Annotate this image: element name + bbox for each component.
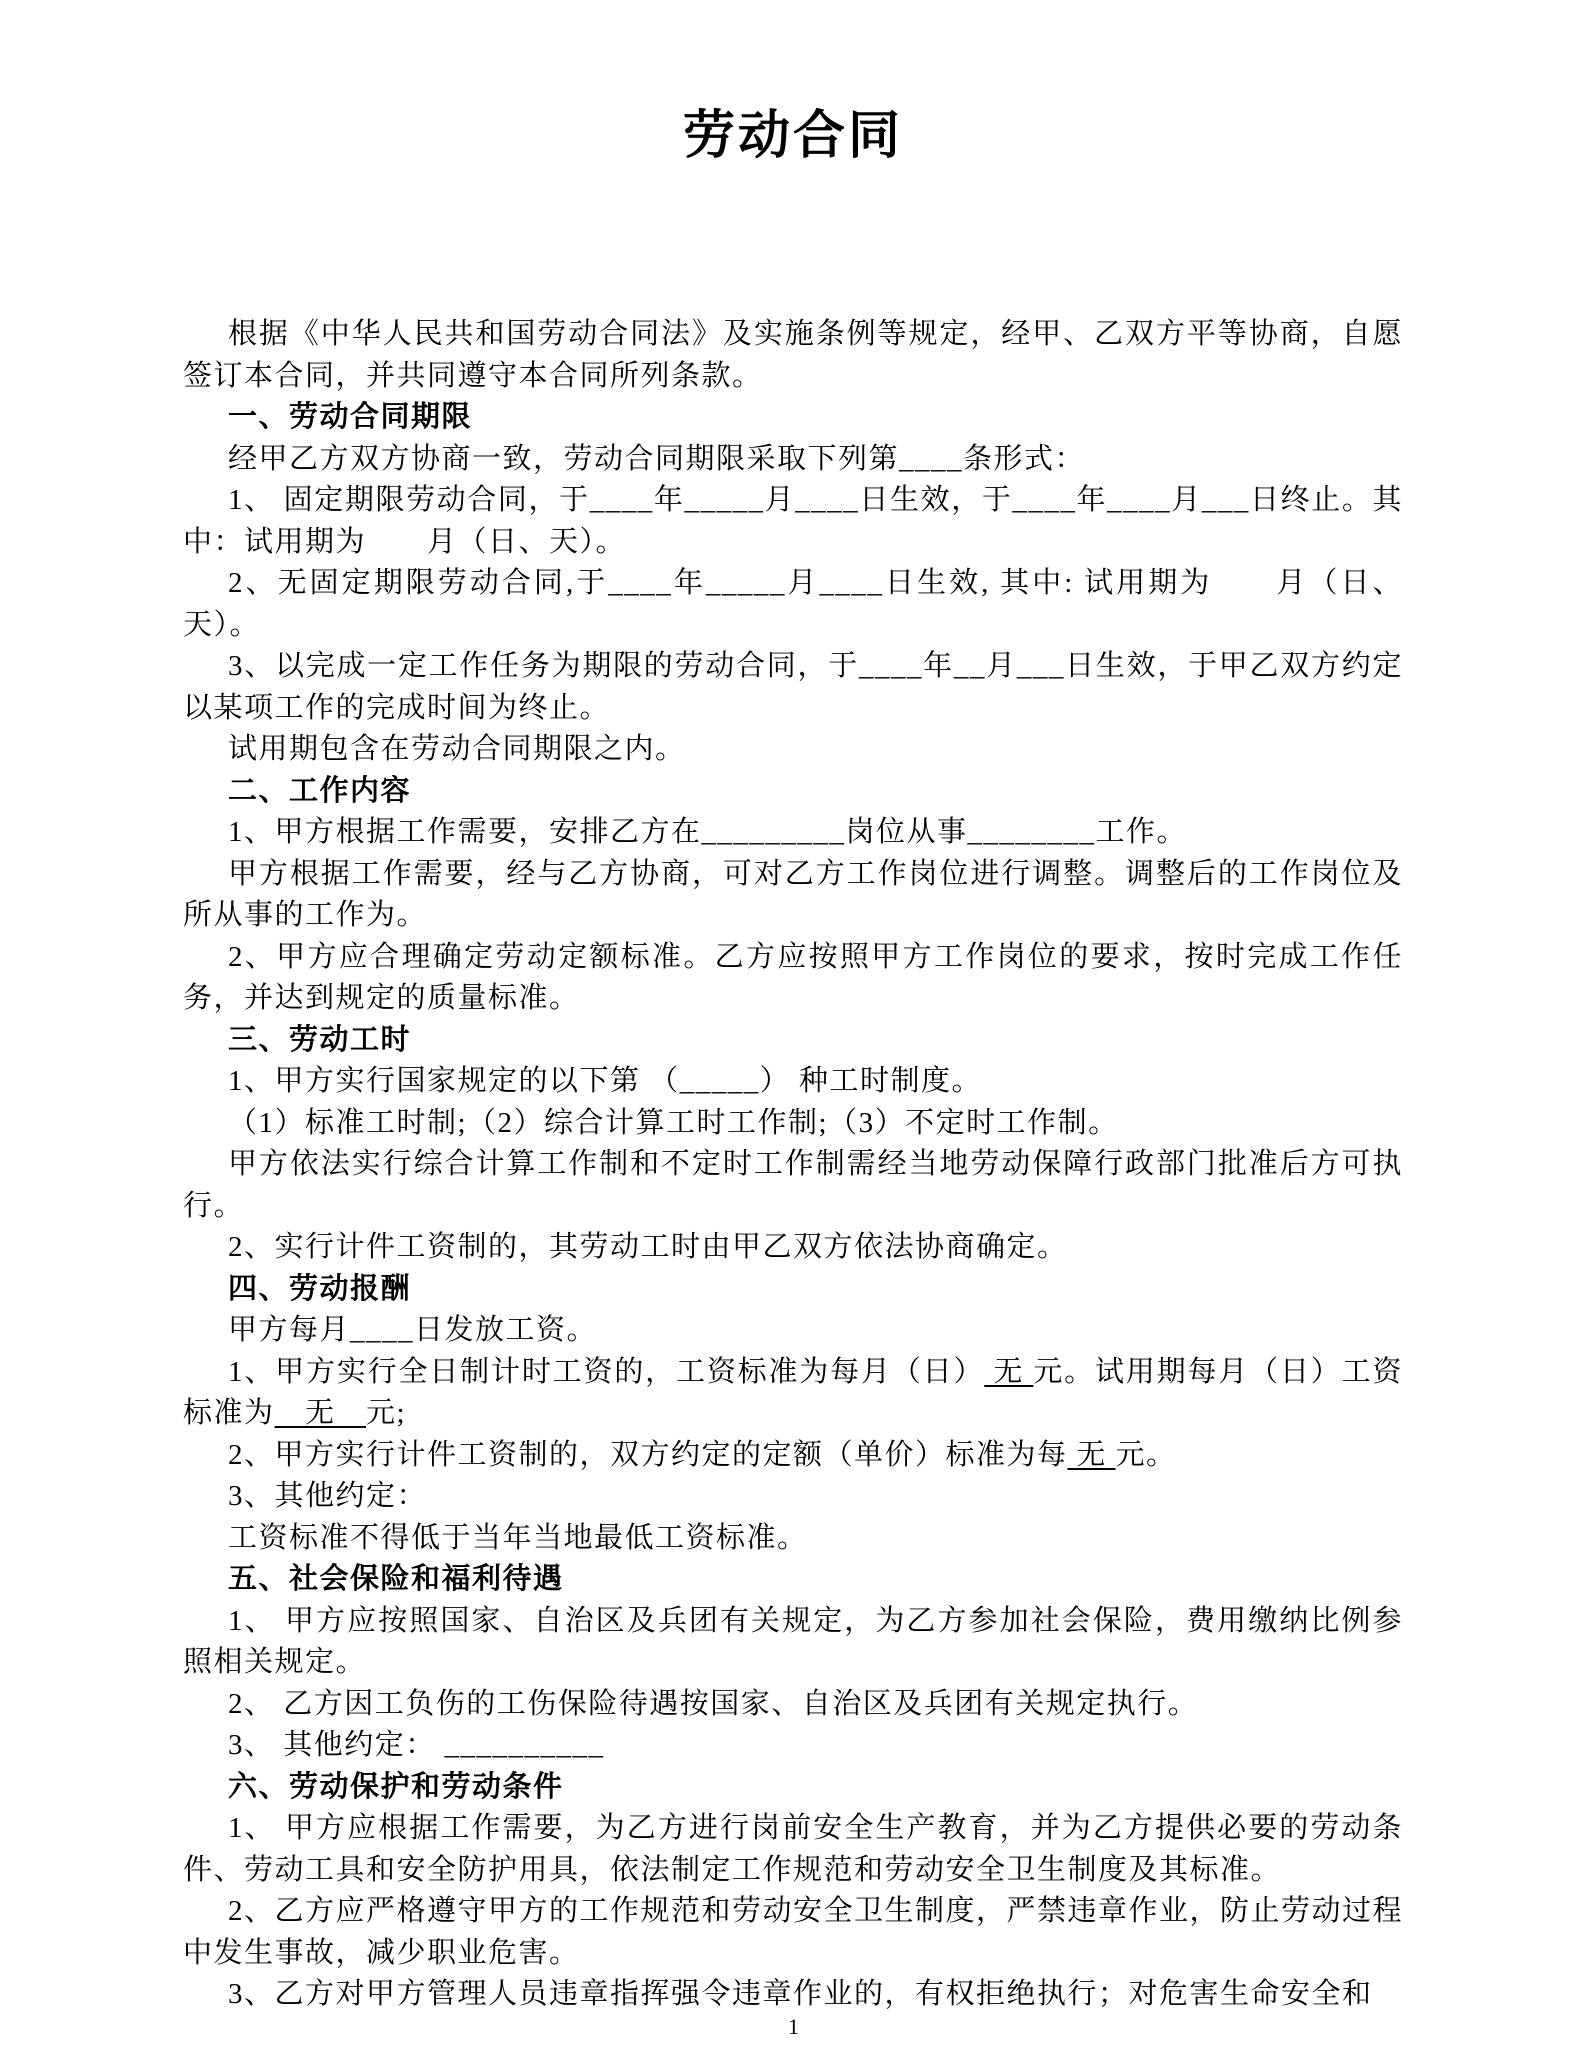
text-run: 3、以完成一定工作任务为期限的劳动合同，于____年__月___日生效，于甲乙双方约定以某项工作的完成时间为终止。 [183, 650, 1403, 724]
text-run: 3、 其他约定： __________ [228, 1729, 605, 1761]
text-run: 1、甲方实行国家规定的以下第 （_____） 种工时制度。 [228, 1065, 983, 1097]
text-run: 2、实行计件工资制的，其劳动工时由甲乙双方依法协商确定。 [228, 1231, 1068, 1263]
text-run: 一、劳动合同期限 [228, 401, 473, 433]
text-run: 1、 固定期限劳动合同，于____年_____月____日生效，于____年____月___日终止。其中：试用期为 月（日、天）。 [183, 484, 1403, 558]
section-heading [183, 1767, 1403, 1809]
paragraph [183, 1601, 1403, 1684]
section-heading [183, 397, 1403, 439]
text-run: 1、甲方实行全日制计时工资的，工资标准为每月（日） [228, 1355, 985, 1388]
text-run: 1、甲方根据工作需要，安排乙方在_________岗位从事________工作。 [228, 816, 1188, 848]
section-heading [183, 771, 1403, 813]
text-run: 2、甲方实行计件工资制的，双方约定的定额（单价）标准为每 [228, 1438, 1068, 1471]
paragraph [183, 937, 1403, 1020]
text-run: 工资标准不得低于当年当地最低工资标准。 [228, 1521, 808, 1554]
text-run: （1）标准工时制;（2）综合计算工时工作制;（3）不定时工作制。 [228, 1106, 1119, 1139]
paragraph [183, 812, 1403, 854]
text-run: 1、 甲方应按照国家、自治区及兵团有关规定，为乙方参加社会保险，费用缴纳比例参照相关规定。 [183, 1604, 1403, 1678]
paragraph [183, 1518, 1403, 1560]
text-run: 试用期包含在劳动合同期限之内。 [228, 733, 686, 765]
paragraph [183, 314, 1403, 397]
paragraph [183, 480, 1403, 563]
text-run: 元; [366, 1397, 407, 1429]
paragraph [183, 1144, 1403, 1227]
text-run: 二、工作内容 [228, 774, 412, 807]
paragraph [183, 729, 1403, 771]
paragraph [183, 1227, 1403, 1269]
paragraph [183, 1476, 1403, 1518]
section-heading [183, 1559, 1403, 1601]
text-run: 四、劳动报酬 [228, 1272, 412, 1305]
blank-underline: 无 [984, 1355, 1034, 1388]
blank-underline: 无 [274, 1397, 367, 1429]
paragraph [183, 1974, 1403, 2016]
paragraph [183, 439, 1403, 481]
paragraph [183, 1891, 1403, 1974]
section-heading [183, 1020, 1403, 1062]
text-run: 2、乙方应严格遵守甲方的工作规范和劳动安全卫生制度，严禁违章作业，防止劳动过程中发生事故，减少职业危害。 [183, 1895, 1404, 1969]
text-run: 三、劳动工时 [228, 1023, 412, 1056]
blank-underline: 无 [1067, 1438, 1116, 1471]
text-run: 根据《中华人民共和国劳动合同法》及实施条例等规定，经甲、乙双方平等协商，自愿签订本合同，并共同遵守本合同所列条款。 [183, 318, 1403, 392]
text-run: 元。试用期每月（日）工资标准为 [183, 1355, 1403, 1429]
text-run: 1、 甲方应根据工作需要，为乙方进行岗前安全生产教育，并为乙方提供必要的劳动条件、劳动工具和安全防护用具，依法制定工作规范和劳动安全卫生制度及其标准。 [183, 1812, 1403, 1886]
text-run: 3、其他约定： [228, 1480, 428, 1512]
paragraph [183, 646, 1403, 729]
text-run: 元。 [1115, 1438, 1177, 1471]
text-run: 甲方根据工作需要，经与乙方协商，可对乙方工作岗位进行调整。调整后的工作岗位及所从事的工作为。 [183, 857, 1403, 931]
paragraph [183, 1352, 1403, 1435]
paragraph [183, 854, 1403, 937]
paragraph [183, 1808, 1403, 1891]
text-run: 3、乙方对甲方管理人员违章指挥强令违章作业的，有权拒绝执行；对危害生命安全和 [228, 1978, 1373, 2010]
page-footer [0, 2016, 1587, 2039]
paragraph [183, 1725, 1403, 1767]
text-run: 2、甲方应合理确定劳动定额标准。乙方应按照甲方工作岗位的要求，按时完成工作任务，并达到规定的质量标准。 [183, 940, 1403, 1014]
text-run: 甲方依法实行综合计算工作制和不定时工作制需经当地劳动保障行政部门批准后方可执行。 [183, 1148, 1403, 1222]
paragraph [183, 1103, 1403, 1145]
document-title: 劳动合同 [682, 108, 903, 165]
text-run: 2、 乙方因工负伤的工伤保险待遇按国家、自治区及兵团有关规定执行。 [228, 1687, 1199, 1720]
section-heading [183, 1269, 1403, 1311]
text-run: 经甲乙方双方协商一致，劳动合同期限采取下列第____条形式： [228, 442, 1086, 475]
text-run: 甲方每月____日发放工资。 [228, 1314, 598, 1346]
paragraph [183, 1435, 1403, 1477]
text-run: 2、无固定期限劳动合同,于____年_____月____日生效, 其中: 试用期为 月（日、天）。 [183, 567, 1403, 641]
paragraph [183, 563, 1403, 646]
page-number: 1 [788, 2014, 799, 2039]
text-run: 五、社会保险和福利待遇 [228, 1563, 564, 1595]
document-body [183, 314, 1403, 2016]
paragraph [183, 1310, 1403, 1352]
paragraph [183, 1061, 1403, 1103]
paragraph [183, 1684, 1403, 1726]
text-run: 六、劳动保护和劳动条件 [228, 1770, 564, 1803]
